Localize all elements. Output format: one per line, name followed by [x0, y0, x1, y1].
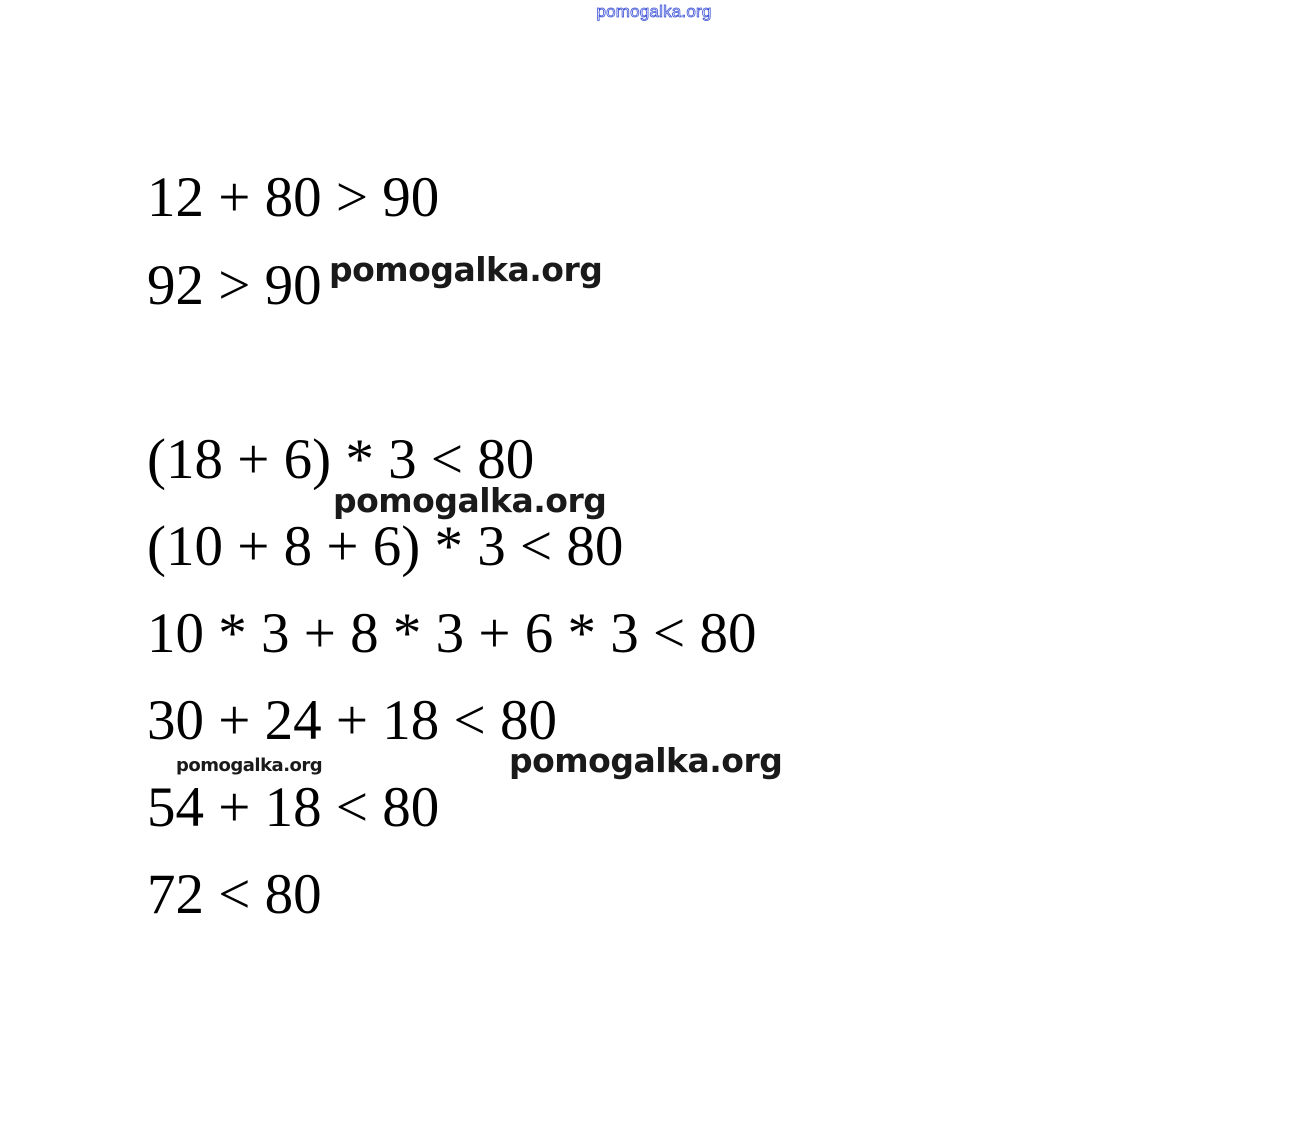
- top-site-link[interactable]: pomogalka.org: [596, 2, 712, 21]
- equation-line-2: 92 > 90: [147, 254, 322, 317]
- watermark-1: pomogalka.org: [329, 250, 603, 289]
- watermark-3: pomogalka.org: [509, 741, 783, 780]
- equation-line-3: (18 + 6) * 3 < 80: [147, 428, 535, 491]
- equation-line-6: 30 + 24 + 18 < 80: [147, 689, 557, 752]
- equation-line-8: 72 < 80: [147, 863, 322, 926]
- watermark-4: pomogalka.org: [176, 755, 323, 776]
- watermark-2: pomogalka.org: [333, 481, 607, 520]
- equation-line-5: 10 * 3 + 8 * 3 + 6 * 3 < 80: [147, 602, 757, 665]
- equation-line-4: (10 + 8 + 6) * 3 < 80: [147, 515, 624, 578]
- equation-line-7: 54 + 18 < 80: [147, 776, 440, 839]
- equation-line-1: 12 + 80 > 90: [147, 166, 440, 229]
